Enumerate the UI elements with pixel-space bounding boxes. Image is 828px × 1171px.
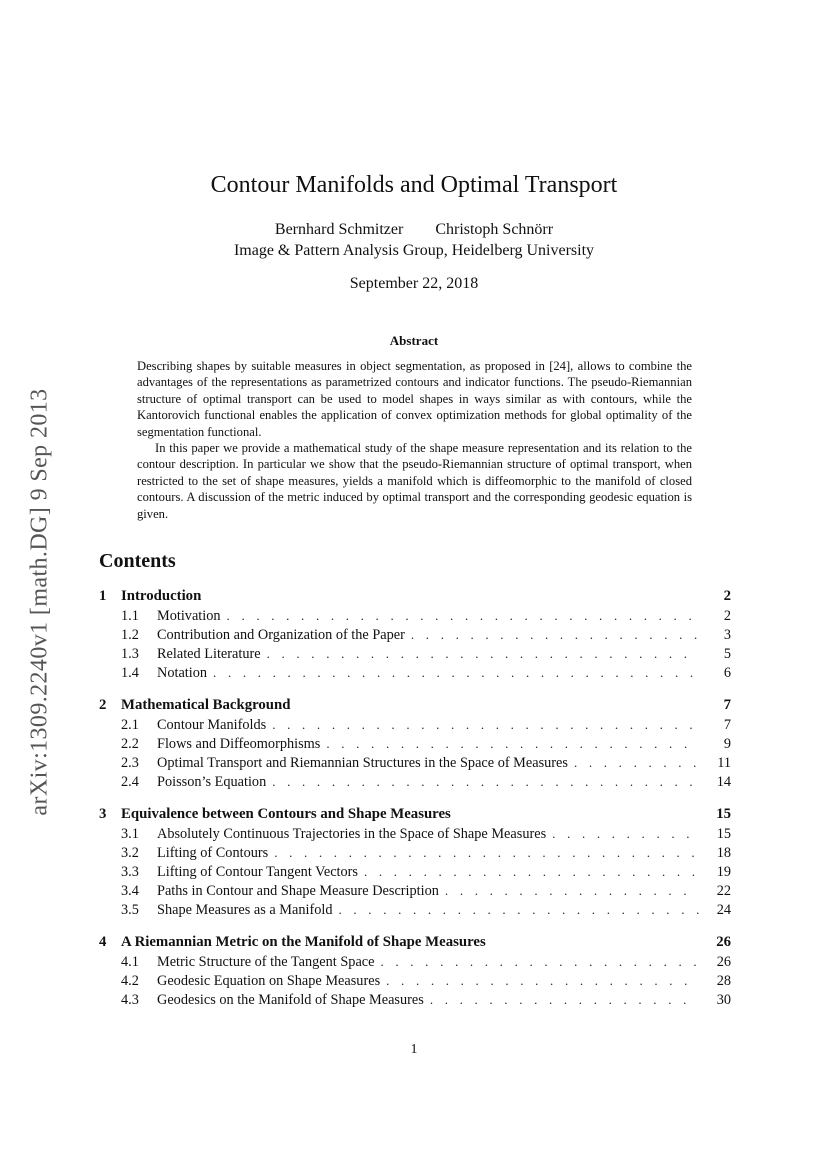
toc-entry-number: 3.4 bbox=[121, 883, 139, 899]
arxiv-identifier: arXiv:1309.2240v1 [math.DG] 9 Sep 2013 bbox=[26, 388, 53, 816]
toc-entry-title: Poisson’s Equation bbox=[157, 774, 267, 790]
toc-entry-title: Flows and Diffeomorphisms bbox=[157, 736, 321, 752]
toc-entry-number: 3.1 bbox=[121, 826, 139, 842]
toc-entry-number: 1.3 bbox=[121, 646, 139, 662]
toc-dot-leader bbox=[364, 864, 699, 880]
toc-entry-number: 2 bbox=[99, 697, 107, 713]
toc-section bbox=[99, 697, 731, 793]
abstract-paragraph: Describing shapes by suitable measures in object segmentation, as proposed in [24], allows to combine the advantages of the representations as parametrized contours and indicator functions. The pseudo-Riemannian structure of optimal transport can be used to model shapes in ways similar as with contours, while the Kantorovich functional enables the application of convex optimization methods for global optimality of the segmentation functional. bbox=[137, 359, 692, 439]
toc-section bbox=[99, 588, 731, 684]
toc-entry-number: 2.4 bbox=[121, 774, 139, 790]
toc-entry-title: Lifting of Contour Tangent Vectors bbox=[157, 864, 358, 880]
toc-entry-number: 1.4 bbox=[121, 665, 139, 681]
table-of-contents bbox=[99, 588, 731, 1024]
toc-entry-number: 3 bbox=[99, 806, 107, 822]
toc-section bbox=[99, 934, 731, 1011]
toc-subsection-entry[interactable] bbox=[99, 608, 731, 627]
toc-entry-title: Notation bbox=[157, 665, 208, 681]
toc-entry-title: Introduction bbox=[121, 588, 202, 604]
toc-subsection-entry[interactable] bbox=[99, 736, 731, 755]
toc-entry-page: 3 bbox=[723, 627, 731, 643]
toc-entry-page: 9 bbox=[723, 736, 731, 752]
toc-entry-title: Shape Measures as a Manifold bbox=[157, 902, 333, 918]
toc-dot-leader bbox=[445, 883, 699, 899]
toc-dot-leader bbox=[227, 608, 699, 624]
toc-entry-number: 3.3 bbox=[121, 864, 139, 880]
toc-subsection-entry[interactable] bbox=[99, 902, 731, 921]
toc-entry-page: 15 bbox=[716, 826, 731, 842]
toc-entry-title: Geodesics on the Manifold of Shape Measures bbox=[157, 992, 424, 1008]
toc-entry-page: 7 bbox=[723, 717, 731, 733]
toc-entry-number: 3.5 bbox=[121, 902, 139, 918]
toc-entry-page: 30 bbox=[716, 992, 731, 1008]
toc-subsection-entry[interactable] bbox=[99, 826, 731, 845]
toc-entry-title: Optimal Transport and Riemannian Structures in the Space of Measures bbox=[157, 755, 568, 771]
toc-entry-page: 2 bbox=[723, 588, 731, 604]
toc-entry-page: 6 bbox=[723, 665, 731, 681]
toc-entry-title: Motivation bbox=[157, 608, 221, 624]
toc-section-entry[interactable] bbox=[99, 806, 731, 826]
toc-dot-leader bbox=[430, 992, 699, 1008]
toc-dot-leader bbox=[386, 973, 699, 989]
toc-subsection-entry[interactable] bbox=[99, 627, 731, 646]
toc-entry-page: 22 bbox=[716, 883, 731, 899]
toc-section bbox=[99, 806, 731, 921]
toc-entry-title: Related Literature bbox=[157, 646, 261, 662]
abstract-body bbox=[137, 358, 692, 522]
toc-subsection-entry[interactable] bbox=[99, 992, 731, 1011]
page-number: 1 bbox=[410, 1042, 418, 1057]
toc-entry-page: 28 bbox=[716, 973, 731, 989]
toc-entry-title: Mathematical Background bbox=[121, 697, 291, 713]
toc-dot-leader bbox=[272, 774, 699, 790]
toc-subsection-entry[interactable] bbox=[99, 755, 731, 774]
toc-dot-leader bbox=[380, 954, 699, 970]
toc-entry-page: 14 bbox=[716, 774, 731, 790]
toc-entry-page: 7 bbox=[723, 697, 731, 713]
paper-title: Contour Manifolds and Optimal Transport bbox=[210, 172, 618, 198]
toc-subsection-entry[interactable] bbox=[99, 845, 731, 864]
toc-entry-title: Contribution and Organization of the Paper bbox=[157, 627, 405, 643]
toc-subsection-entry[interactable] bbox=[99, 954, 731, 973]
toc-entry-page: 24 bbox=[716, 902, 731, 918]
toc-entry-title: A Riemannian Metric on the Manifold of Shape Measures bbox=[121, 934, 486, 950]
abstract-heading: Abstract bbox=[389, 333, 439, 348]
toc-entry-number: 3.2 bbox=[121, 845, 139, 861]
toc-entry-page: 11 bbox=[717, 755, 731, 771]
toc-entry-page: 18 bbox=[716, 845, 731, 861]
toc-entry-title: Equivalence between Contours and Shape Measures bbox=[121, 806, 451, 822]
paper-date: September 22, 2018 bbox=[349, 275, 479, 292]
toc-entry-number: 4.2 bbox=[121, 973, 139, 989]
toc-section-entry[interactable] bbox=[99, 934, 731, 954]
toc-dot-leader bbox=[552, 826, 699, 842]
toc-entry-number: 2.3 bbox=[121, 755, 139, 771]
affiliation: Image & Pattern Analysis Group, Heidelberg University bbox=[233, 242, 595, 259]
toc-dot-leader bbox=[274, 845, 699, 861]
toc-entry-title: Paths in Contour and Shape Measure Description bbox=[157, 883, 439, 899]
author-name: Bernhard Schmitzer bbox=[274, 221, 404, 238]
toc-entry-page: 19 bbox=[716, 864, 731, 880]
toc-entry-title: Geodesic Equation on Shape Measures bbox=[157, 973, 381, 989]
toc-entry-title: Absolutely Continuous Trajectories in the Space of Shape Measures bbox=[157, 826, 547, 842]
toc-entry-page: 5 bbox=[723, 646, 731, 662]
toc-entry-title: Metric Structure of the Tangent Space bbox=[157, 954, 375, 970]
toc-subsection-entry[interactable] bbox=[99, 883, 731, 902]
contents-heading: Contents bbox=[99, 550, 176, 572]
toc-subsection-entry[interactable] bbox=[99, 774, 731, 793]
toc-subsection-entry[interactable] bbox=[99, 646, 731, 665]
toc-dot-leader bbox=[339, 902, 700, 918]
toc-dot-leader bbox=[326, 736, 699, 752]
toc-entry-title: Contour Manifolds bbox=[157, 717, 267, 733]
toc-subsection-entry[interactable] bbox=[99, 665, 731, 684]
toc-entry-number: 1.2 bbox=[121, 627, 139, 643]
toc-entry-page: 2 bbox=[723, 608, 731, 624]
author-name: Christoph Schnörr bbox=[435, 221, 554, 238]
toc-entry-number: 2.2 bbox=[121, 736, 139, 752]
abstract-paragraph: In this paper we provide a mathematical study of the shape measure representation and its relation to the contour description. In particular we show that the pseudo-Riemannian structure of optimal transport, when restricted to the set of shape measures, yields a manifold which is diffeomorphic to the manifold of closed contours. A discussion of the metric induced by optimal transport and the corresponding geodesic equation is given. bbox=[137, 441, 692, 521]
toc-section-entry[interactable] bbox=[99, 588, 731, 608]
toc-subsection-entry[interactable] bbox=[99, 973, 731, 992]
toc-entry-number: 1 bbox=[99, 588, 107, 604]
toc-entry-title: Lifting of Contours bbox=[157, 845, 269, 861]
toc-entry-page: 15 bbox=[716, 806, 731, 822]
toc-dot-leader bbox=[267, 646, 699, 662]
toc-dot-leader bbox=[574, 755, 699, 771]
toc-subsection-entry[interactable] bbox=[99, 864, 731, 883]
toc-entry-page: 26 bbox=[716, 934, 731, 950]
toc-section-entry[interactable] bbox=[99, 697, 731, 717]
toc-entry-number: 1.1 bbox=[121, 608, 139, 624]
toc-dot-leader bbox=[411, 627, 699, 643]
toc-entry-number: 4.1 bbox=[121, 954, 139, 970]
toc-entry-number: 2.1 bbox=[121, 717, 139, 733]
toc-dot-leader bbox=[213, 665, 699, 681]
toc-dot-leader bbox=[272, 717, 699, 733]
toc-entry-page: 26 bbox=[716, 954, 731, 970]
toc-subsection-entry[interactable] bbox=[99, 717, 731, 736]
toc-entry-number: 4 bbox=[99, 934, 107, 950]
author-list bbox=[0, 221, 828, 239]
toc-entry-number: 4.3 bbox=[121, 992, 139, 1008]
